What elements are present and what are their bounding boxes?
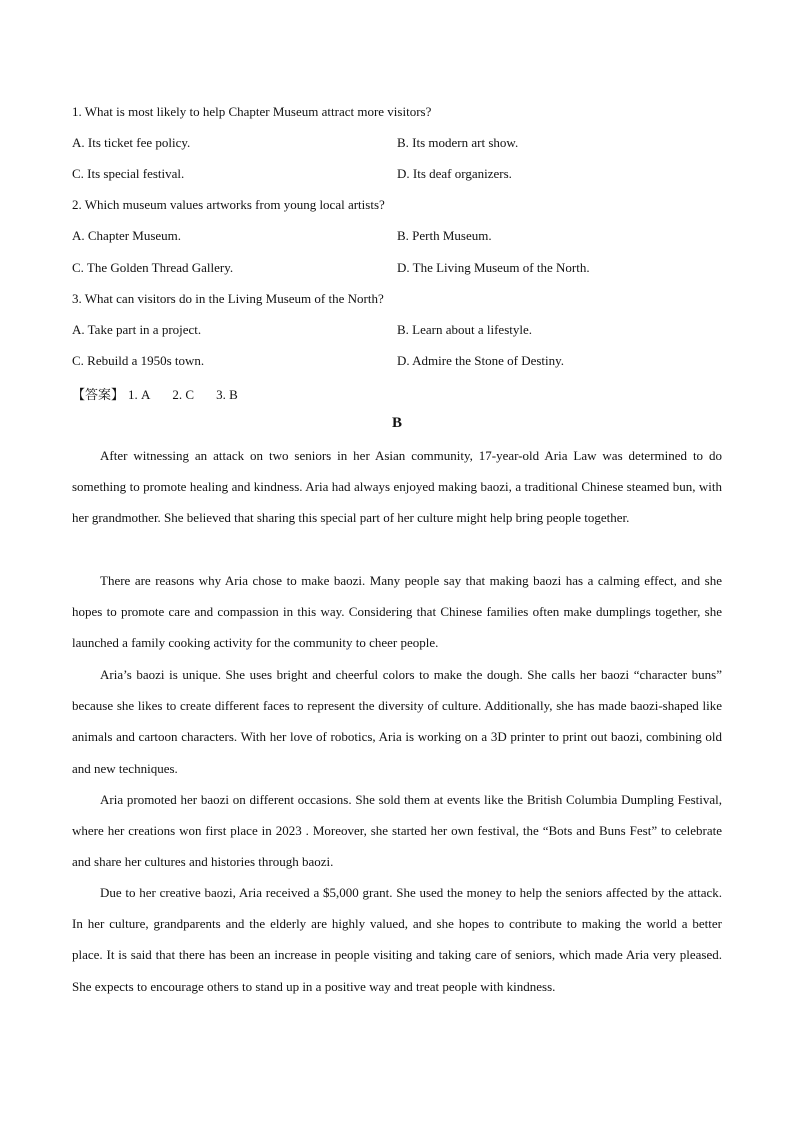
question-3-option-d: D. Admire the Stone of Destiny. (397, 353, 565, 368)
question-3-option-b: B. Learn about a lifestyle. (397, 322, 533, 337)
section-title: B (391, 415, 402, 431)
question-2-option-a: A. Chapter Museum. (72, 228, 182, 243)
question-2-option-c: C. The Golden Thread Gallery. (72, 260, 234, 275)
passage-paragraph-3: Aria’s baozi is unique. She uses bright and cheerful colors to make the dough. She calls her baozi “character buns” because she likes to create different faces to represent the diversity of culture. Additionally, she has made baozi-shaped like animals and cartoon characters. With her love of robotics, Aria is working on a 3D printer to print out baozi, combining old and new techniques. (72, 667, 722, 776)
question-2-stem: 2. Which museum values artworks from young local artists? (72, 197, 385, 212)
passage-paragraph-4: Aria promoted her baozi on different occasions. She sold them at events like the British Columbia Dumpling Festival, where her creations won first place in 2023 . Moreover, she started her own festival, the “Bots and Buns Fest” to celebrate and share her cultures and histories through baozi. (72, 792, 722, 870)
answer-item-1: 1. A (128, 387, 151, 402)
question-1-stem: 1. What is most likely to help Chapter Museum attract more visitors? (72, 104, 432, 119)
answer-key (72, 384, 260, 403)
passage-paragraph-1: After witnessing an attack on two seniors in her Asian community, 17-year-old Aria Law was determined to do something to promote healing and kindness. Aria had always enjoyed making baozi, a traditional Chinese steamed bun, with her grandmother. She believed that sharing this special part of her culture might help bring people together. (72, 448, 722, 526)
question-1-option-b: B. Its modern art show. (397, 135, 519, 150)
answer-tag: 【答案】 (72, 387, 125, 402)
answer-item-2: 2. C (172, 387, 195, 402)
question-1-option-a: A. Its ticket fee policy. (72, 135, 191, 150)
question-1-option-d: D. Its deaf organizers. (397, 166, 512, 181)
question-3-option-c: C. Rebuild a 1950s town. (72, 353, 205, 368)
question-2-option-b: B. Perth Museum. (397, 228, 492, 243)
question-2-option-d: D. The Living Museum of the North. (397, 260, 590, 275)
passage-paragraph-2: There are reasons why Aria chose to make baozi. Many people say that making baozi has a calming effect, and she hopes to promote care and compassion in this way. Considering that Chinese families often make dumplings together, she launched a family cooking activity for the community to cheer people. (72, 573, 722, 651)
passage-paragraph-5: Due to her creative baozi, Aria received a $5,000 grant. She used the money to help the seniors affected by the attack. In her culture, grandparents and the elderly are highly valued, and she hopes to contribute to making the world a better place. It is said that there has been an increase in people visiting and taking care of seniors, which made Aria very pleased. She expects to encourage others to stand up in a positive way and treat people with kindness. (72, 885, 722, 994)
question-3-option-a: A. Take part in a project. (72, 322, 202, 337)
question-3-stem: 3. What can visitors do in the Living Museum of the North? (72, 291, 384, 306)
question-1-option-c: C. Its special festival. (72, 166, 185, 181)
answer-item-3: 3. B (216, 387, 238, 402)
